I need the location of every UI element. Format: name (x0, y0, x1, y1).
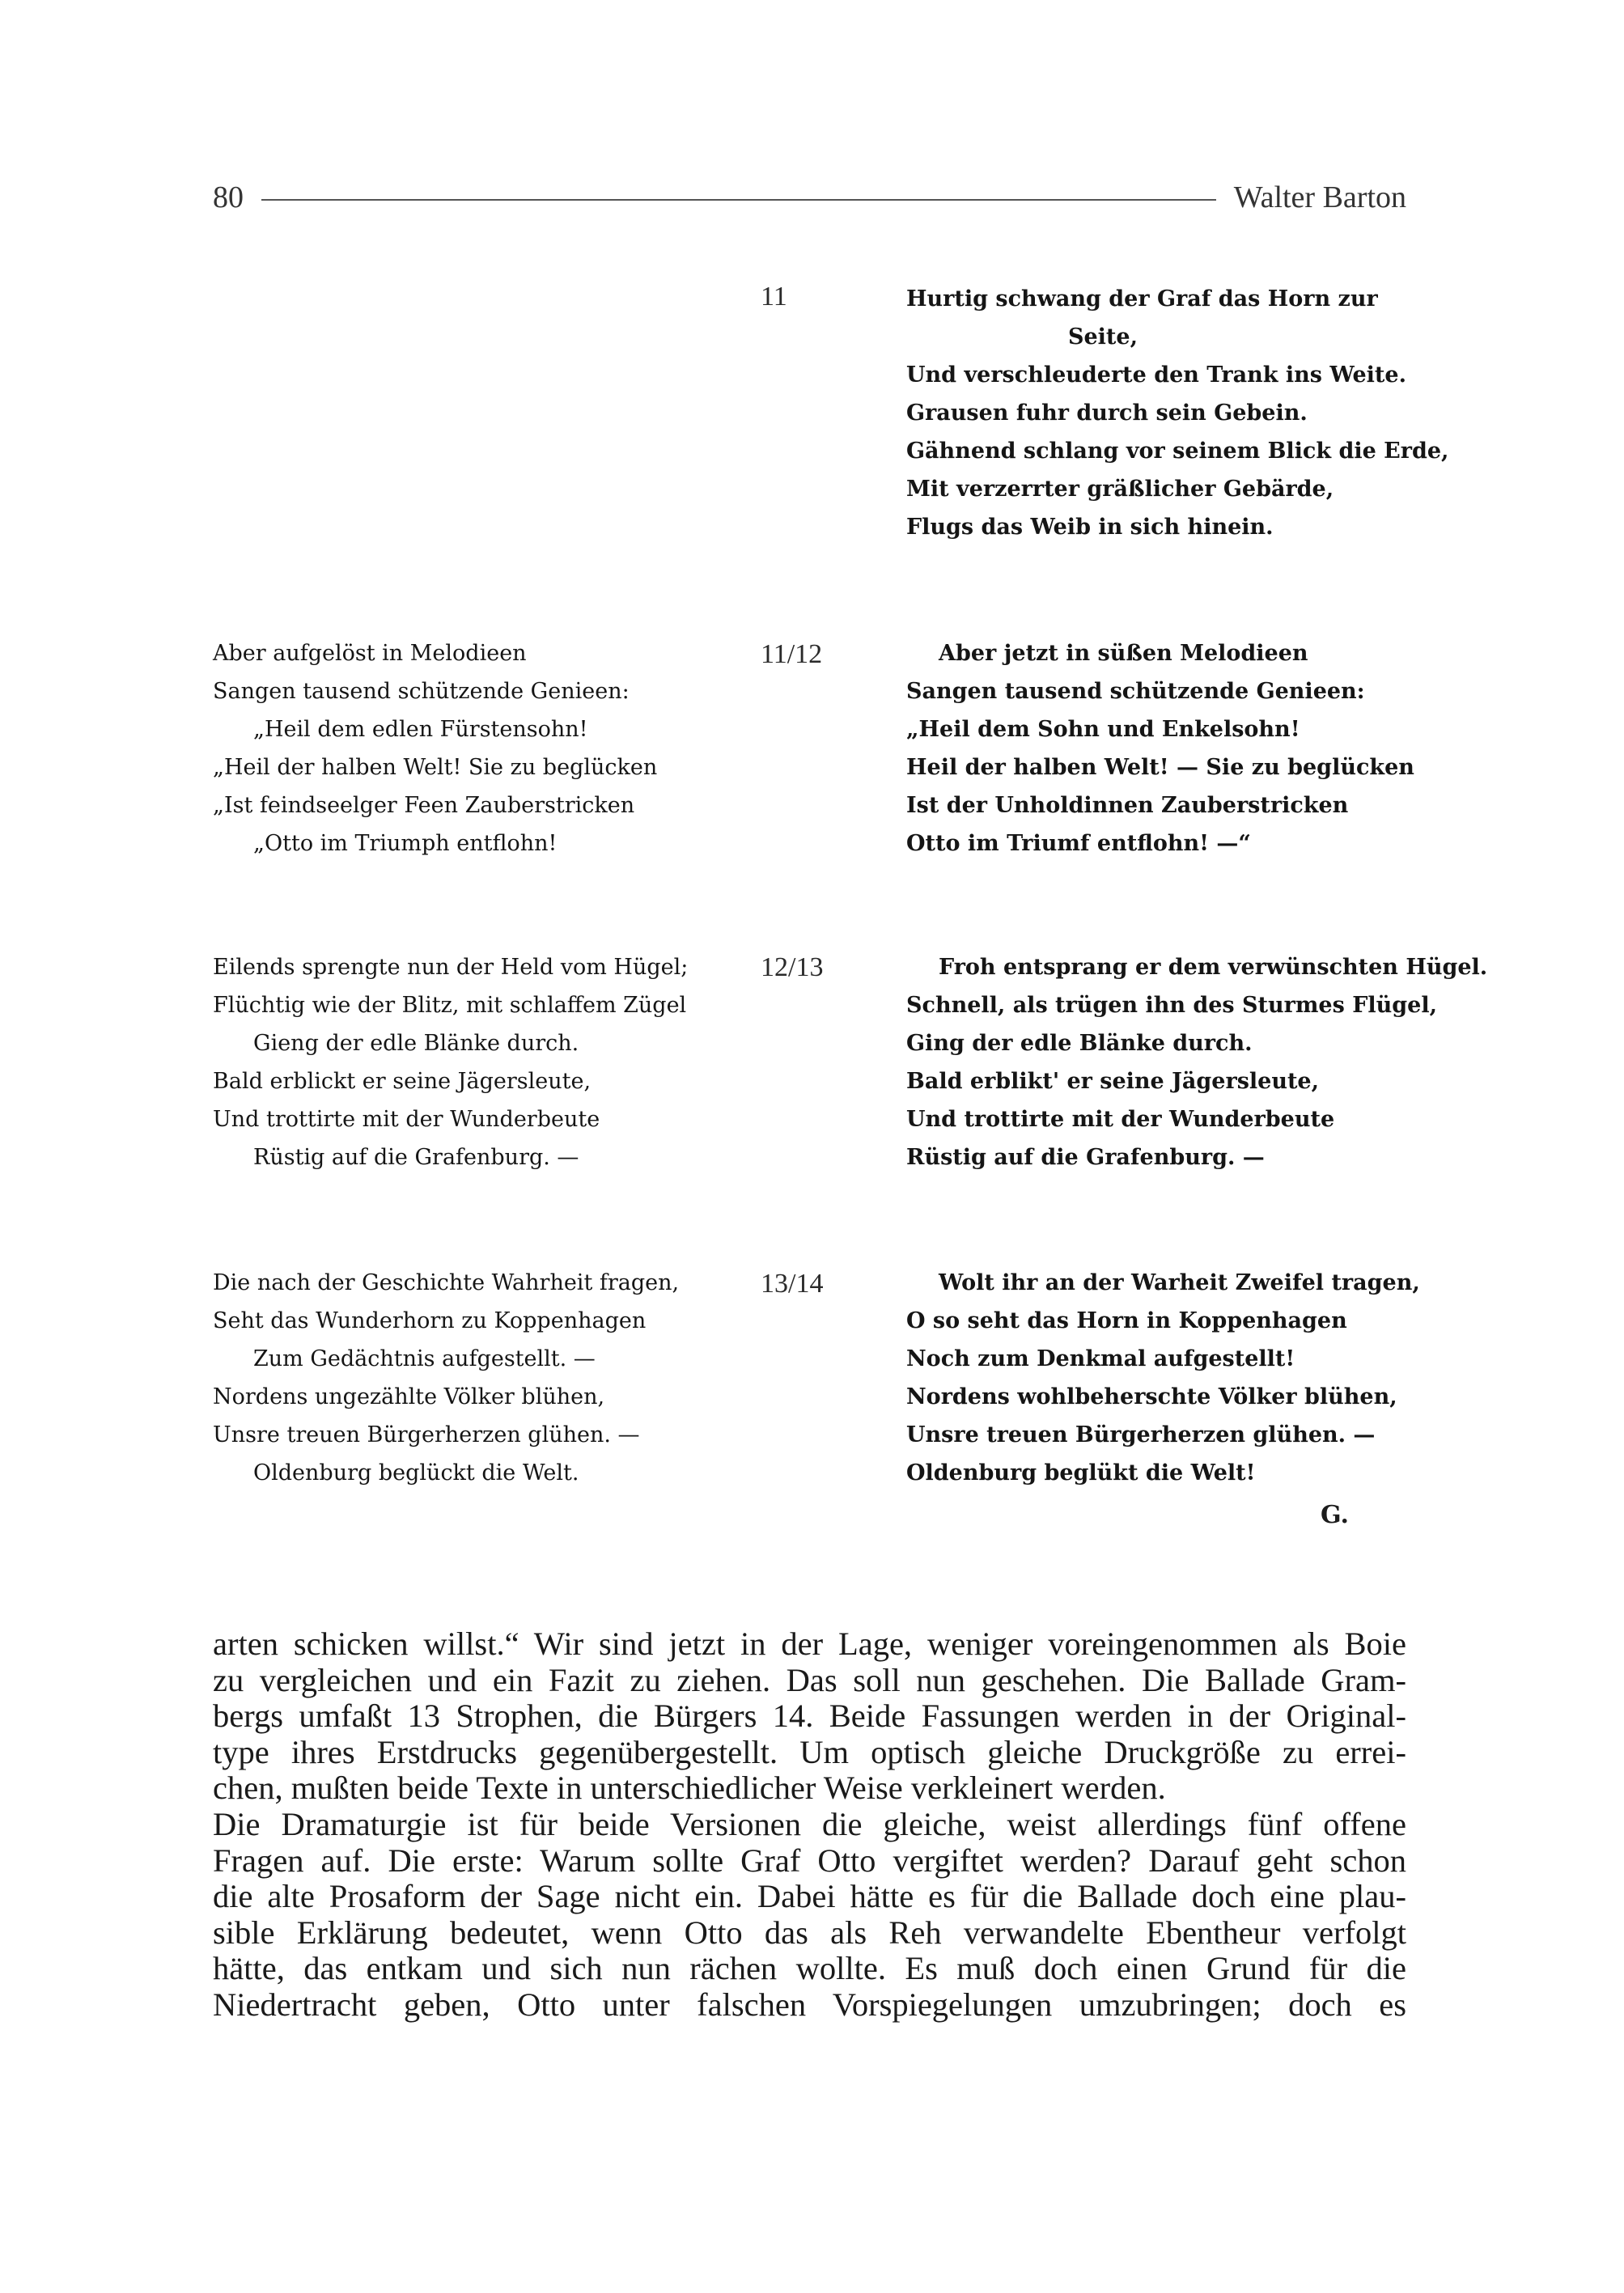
verse-line: Grausen fuhr durch sein Gebein. (906, 401, 1308, 426)
header-rule (261, 199, 1216, 201)
verse-line: Aber jetzt in süßen Melodieen (939, 641, 1308, 666)
stanza-12-buerger (906, 634, 1424, 863)
running-head (213, 178, 1406, 217)
stanza-number: 11 (761, 282, 787, 312)
stanza-11-buerger (906, 280, 1449, 546)
verse-line: „Heil dem edlen Fürstensohn! (253, 717, 588, 742)
verse-line: Ist der Unholdinnen Zauberstricken (906, 793, 1349, 818)
verse-line: Unsre treuen Bürgerherzen glühen. — (213, 1422, 640, 1447)
verse-line: Wolt ihr an der Warheit Zweifel tragen, (939, 1270, 1420, 1295)
verse-line: Oldenburg beglükt die Welt! (906, 1460, 1256, 1486)
verse-line: Nordens ungezählte Völker blühen, (213, 1384, 605, 1409)
verse-line: „Ist feindseelger Feen Zauberstricken (213, 793, 635, 818)
verse-line: Rüstig auf die Grafenburg. — (253, 1145, 579, 1170)
verse-line: Und trottirte mit der Wunderbeute (213, 1107, 600, 1132)
verse-line: Seht das Wunderhorn zu Koppenhagen (213, 1308, 647, 1333)
stanza-number: 11/12 (761, 639, 823, 669)
text-line: hätte, das entkam und sich nun rächen wollte. Es muß doch einen Grund für die (213, 1950, 1406, 1987)
verse-line: Sangen tausend schützende Genieen: (906, 679, 1365, 704)
text-line: type ihres Erstdrucks gegenübergestellt. Um optisch gleiche Druckgröße zu errei- (213, 1733, 1406, 1770)
verse-line: Mit verzerrter gräßlicher Gebärde, (906, 477, 1334, 502)
verse-line: Hurtig schwang der Graf das Horn zur (906, 286, 1378, 312)
paragraph (213, 1807, 1406, 2024)
stanza-13-buerger (906, 948, 1488, 1176)
page-number: 80 (213, 180, 244, 214)
stanza-14-buerger (906, 1264, 1424, 1492)
verse-line: Und trottirte mit der Wunderbeute (906, 1107, 1335, 1132)
text-line: chen, mußten beide Texte in unterschiedlicher Weise verkleinert werden. (213, 1770, 1166, 1807)
verse-line: Bald erblickt er seine Jägersleute, (213, 1069, 592, 1094)
verse-line: Noch zum Denkmal aufgestellt! (906, 1346, 1295, 1371)
text-line: bergs umfaßt 13 Strophen, die Bürgers 14. Beide Fassungen werden in der Original- (213, 1697, 1406, 1735)
verse-line: Bald erblikt' er seine Jägersleute, (906, 1069, 1320, 1094)
text-line: Die Dramaturgie ist für beide Versionen die gleiche, weist allerdings fünf offene (213, 1805, 1406, 1842)
verse-line: Gieng der edle Blänke durch. (253, 1031, 579, 1056)
stanza-11-gramberg (213, 634, 731, 863)
verse-line: „Heil der halben Welt! Sie zu beglücken (213, 755, 658, 780)
verse-line: Sangen tausend schützende Genieen: (213, 679, 630, 704)
stanza-13-gramberg (213, 1264, 731, 1492)
running-head-author: Walter Barton (1233, 180, 1406, 214)
verse-line: Seite, (1068, 324, 1138, 350)
verse-line: Gähnend schlang vor seinem Blick die Erde, (906, 439, 1449, 464)
verse-line: Ging der edle Blänke durch. (906, 1031, 1253, 1056)
body-text (213, 1626, 1406, 2024)
verse-line: „Otto im Triumph entflohn! (253, 831, 558, 856)
poem-signature: G. (1321, 1501, 1349, 1529)
paragraph (213, 1626, 1406, 1807)
stanza-number: 13/14 (761, 1269, 824, 1299)
verse-line: Otto im Triumf entflohn! —“ (906, 831, 1251, 856)
verse-line: Unsre treuen Bürgerherzen glühen. — (906, 1422, 1376, 1447)
verse-line: Aber aufgelöst in Melodieen (213, 641, 527, 666)
verse-line: „Heil dem Sohn und Enkelsohn! (906, 717, 1300, 742)
verse-line: Flugs das Weib in sich hinein. (906, 515, 1274, 540)
text-line: zu vergleichen und ein Fazit zu ziehen. Das soll nun geschehen. Die Ballade Gram- (213, 1661, 1406, 1698)
stanza-12-gramberg (213, 948, 731, 1176)
text-line: Fragen auf. Die erste: Warum sollte Graf Otto vergiftet werden? Darauf geht schon (213, 1842, 1406, 1879)
text-line: Niedertracht geben, Otto unter falschen Vorspiegelungen umzubringen; doch es (213, 1986, 1406, 2023)
verse-line: Rüstig auf die Grafenburg. — (906, 1145, 1265, 1170)
verse-line: O so seht das Horn in Koppenhagen (906, 1308, 1347, 1333)
text-line: arten schicken willst.“ Wir sind jetzt in der Lage, weniger voreingenommen als Boie (213, 1625, 1406, 1662)
verse-line: Zum Gedächtnis aufgestellt. — (253, 1346, 596, 1371)
verse-line: Froh entsprang er dem verwünschten Hügel. (939, 955, 1488, 980)
text-line: die alte Prosaform der Sage nicht ein. Dabei hätte es für die Ballade doch eine plau- (213, 1878, 1406, 1915)
verse-line: Nordens wohlbeherschte Völker blühen, (906, 1384, 1397, 1409)
verse-line: Und verschleuderte den Trank ins Weite. (906, 362, 1406, 388)
verse-line: Die nach der Geschichte Wahrheit fragen, (213, 1270, 680, 1295)
verse-line: Eilends sprengte nun der Held vom Hügel; (213, 955, 689, 980)
stanza-number: 12/13 (761, 952, 824, 982)
text-line: sible Erklärung bedeutet, wenn Otto das als Reh verwandelte Ebentheur verfolgt (213, 1914, 1406, 1951)
verse-line: Oldenburg beglückt die Welt. (253, 1460, 579, 1486)
verse-line: Heil der halben Welt! — Sie zu beglücken (906, 755, 1414, 780)
verse-line: Schnell, als trügen ihn des Sturmes Flügel, (906, 993, 1437, 1018)
verse-line: Flüchtig wie der Blitz, mit schlaffem Zügel (213, 993, 687, 1018)
